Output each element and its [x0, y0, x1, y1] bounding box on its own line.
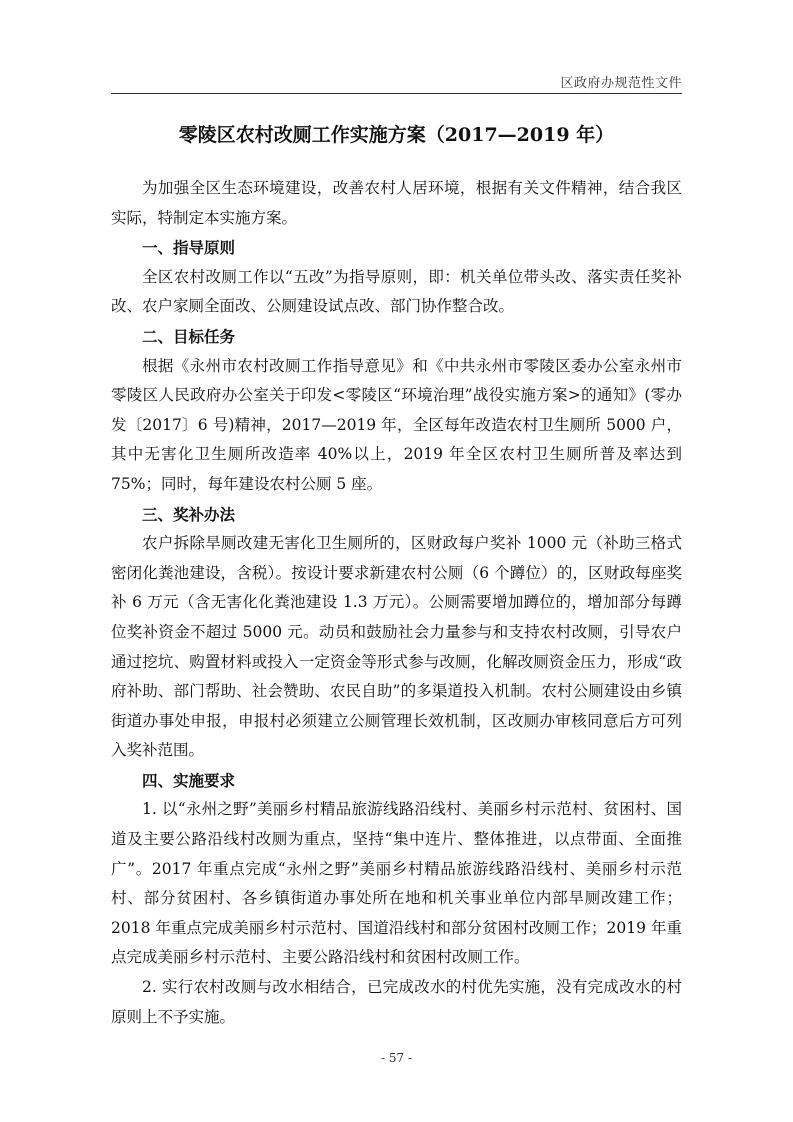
section-heading-targets: 二、目标任务 [142, 326, 236, 346]
page-number: - 57 - [380, 1051, 412, 1065]
paragraph-targets: 根据《永州市农村改厕工作指导意见》和《中共永州市零陵区委办公室永州市零陵区人民政府办公室关于印发<零陵区“环境治理”战役实施方案>的通知》(零办发〔2017〕6 号)精神，2017—2019 年，全区每年改造农村卫生厕所 5000 户，其中无害化卫生厕所改造率 40%以上，2019 年全区农村卫生厕所普及率达到 75%；同时，每年建设农村公厕 5 座。 [111, 356, 682, 493]
paragraph-requirements-1: 1. 以“永州之野”美丽乡村精品旅游线路沿线村、美丽乡村示范村、贫困村、国道及主要公路沿线村改厕为重点，坚持“集中连片、整体推进，以点带面、全面推广”。2017 年重点完成“永州之野”美丽乡村精品旅游线路沿线村、美丽乡村示范村、部分贫困村、各乡镇街道办事处所在地和机关事业单位内部旱厕改建工作；2018 年重点完成美丽乡村示范村、国道沿线村和部分贫困村改厕工作；2019 年重点完成美丽乡村示范村、主要公路沿线村和贫困村改厕工作。 [111, 800, 682, 967]
section-heading-subsidy: 三、奖补办法 [142, 504, 236, 524]
header-divider [111, 93, 682, 94]
paragraph-guiding-principles: 全区农村改厕工作以“五改”为指导原则，即：机关单位带头改、落实责任奖补改、农户家厕全面改、公厕建设试点改、部门协作整合改。 [111, 267, 682, 316]
section-heading-guiding-principles: 一、指导原则 [142, 238, 236, 258]
section-heading-requirements: 四、实施要求 [142, 770, 236, 790]
document-body [111, 174, 682, 1032]
intro-paragraph: 为加强全区生态环境建设，改善农村人居环境，根据有关文件精神，结合我区实际，特制定本实施方案。 [111, 179, 682, 227]
running-header: 区政府办规范性文件 [560, 76, 682, 91]
paragraph-requirements-2: 2. 实行农村改厕与改水相结合，已完成改水的村优先实施，没有完成改水的村原则上不予实施。 [111, 978, 682, 1026]
document-title: 零陵区农村改厕工作实施方案（2017—2019 年） [178, 124, 615, 146]
paragraph-subsidy: 农户拆除旱厕改建无害化卫生厕所的，区财政每户奖补 1000 元（补助三格式密闭化粪池建设，含税）。按设计要求新建农村公厕（6 个蹲位）的，区财政每座奖补 6 万元（含无害化化粪池建设 1.3 万元）。公厕需要增加蹲位的，增加部分每蹲位奖补资金不超过 5000 元。动员和鼓励社会力量参与和支持农村改厕，引导农户通过挖坑、购置材料或投入一定资金等形式参与改厕，化解改厕资金压力，形成“政府补助、部门帮助、社会赞助、农民自助”的多渠道投入机制。农村公厕建设由乡镇街道办事处申报，申报村必须建立公厕管理长效机制，区改厕办审核同意后方可列入奖补范围。 [111, 534, 682, 760]
